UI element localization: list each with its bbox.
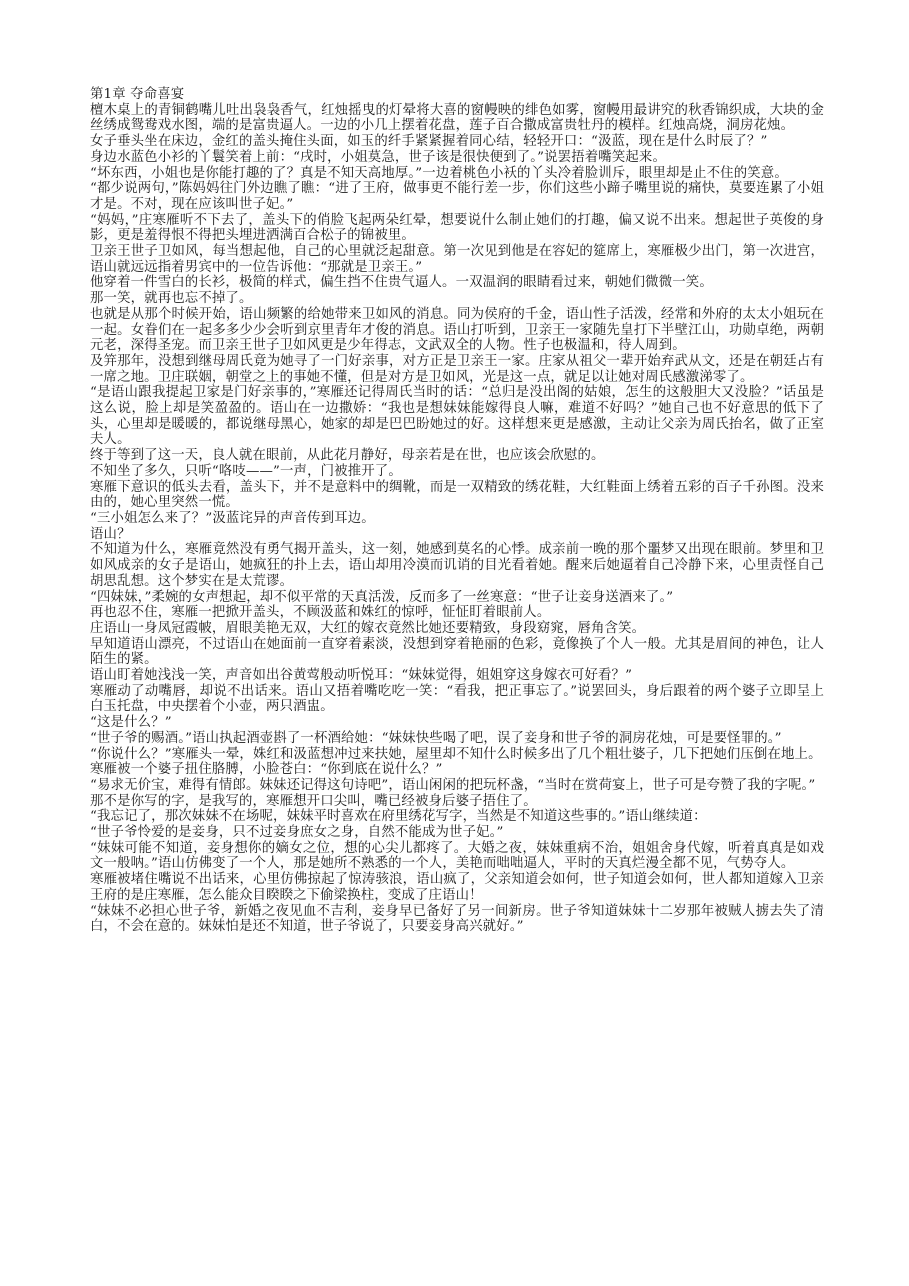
paragraph: “妈妈，”庄寒雁听不下去了，盖头下的俏脸飞起两朵红晕，想要说什么制止她们的打趣，偏又说不出来。想起世子英俊的身影，更是羞得恨不得把头埋进洒满百合松子的锦被里。	[90, 212, 824, 244]
paragraph: “妹妹可能不知道，妾身想你的嫡女之位，想的心尖儿都疼了。大婚之夜，妹妹重病不治，姐姐舍身代嫁，听着真真是如戏文一般呐。”语山仿佛变了一个人，那是她所不熟悉的一个人，美艳而咄咄逼人，平时的天真烂漫全都不见，气势夺人。	[90, 840, 824, 872]
paragraph: 及笄那年，没想到继母周氏竟为她寻了一门好亲事，对方正是卫亲王一家。庄家从祖父一辈开始弃武从文，还是在朝廷占有一席之地。卫庄联姻，朝堂之上的事她不懂，但是对方是卫如风，光是这一点，就足以让她对周氏感激涕零了。	[90, 353, 824, 385]
paragraph: 寒雁被一个婆子扭住胳膊，小脸苍白：“你到底在说什么？”	[90, 762, 443, 778]
paragraph: 不知道为什么，寒雁竟然没有勇气揭开盖头，这一刻，她感到莫名的心悸。成亲前一晚的那个噩梦又出现在眼前。梦里和卫如风成亲的女子是语山，她疯狂的扑上去，语山却用冷漠而讥诮的目光看着她。醒来后她逼着自己冷静下来，心里责怪自己胡思乱想。这个梦实在是太荒谬。	[90, 542, 824, 589]
paragraph: “这是什么？”	[90, 715, 172, 731]
paragraph: “易求无价宝，难得有情郎。妹妹还记得这句诗吧”，语山闲闲的把玩杯盏，“当时在赏荷宴上，世子可是夸赞了我的字呢。”	[90, 777, 816, 793]
paragraph: 也就是从那个时候开始，语山频繁的给她带来卫如风的消息。同为侯府的千金，语山性子活泼，经常和外府的太太小姐玩在一起。女眷们在一起多多少少会听到京里青年才俊的消息。语山打听到，卫亲王一家随先皇打下半壁江山，功勋卓绝，两朝元老，深得圣宠。而卫亲王世子卫如风更是少年得志，文武双全的人物。性子也极温和，待人周到。	[90, 306, 824, 354]
paragraph: “我忘记了，那次妹妹不在场呢，妹妹平时喜欢在府里绣花写字，当然是不知道这些事的。”语山继续道：	[90, 809, 707, 825]
paragraph: “是语山跟我提起卫家是门好亲事的，”寒雁还记得周氏当时的话：“总归是没出阁的姑娘，怎生的这般胆大又没脸？”话虽是这么说，脸上却是笑盈盈的。语山在一边撒娇：“我也是想妹妹能嫁得良人嘛，难道不好吗？”她自己也不好意思的低下了头，心里却是暖暖的，都说继母黑心，她家的却是巴巴盼她过的好。这样想来更是感激，主动让父亲为周氏抬名，做了正室夫人。	[90, 385, 824, 448]
paragraph: 再也忍不住，寒雁一把掀开盖头，不顾汲蓝和姝红的惊呼，怔怔盯着眼前人。	[90, 605, 551, 621]
paragraph: 寒雁动了动嘴唇，却说不出话来。语山又捂着嘴吃吃一笑：“看我，把正事忘了。”说罢回头，身后跟着的两个婆子立即呈上白玉托盘，中央摆着个小壶，两只酒盅。	[90, 683, 824, 715]
paragraph: “三小姐怎么来了？”汲蓝诧异的声音传到耳边。	[90, 510, 375, 526]
paragraph: “妹妹不必担心世子爷，新婚之夜见血不吉利，妾身早已备好了另一间新房。世子爷知道妹妹十二岁那年被贼人掳去失了清白，不会在意的。妹妹怕是还不知道，世子爷说了，只要妾身高兴就好。”	[90, 903, 824, 935]
paragraph: 他穿着一件雪白的长衫，极简的样式，偏生挡不住贵气逼人。一双温润的眼睛看过来，朝她们微微一笑。	[90, 275, 713, 291]
paragraph: 那一笑，就再也忘不掉了。	[90, 291, 253, 307]
paragraph: 身边水蓝色小衫的丫鬟笑着上前：“戌时，小姐莫急，世子该是很快便到了。”说罢捂着嘴笑起来。	[90, 149, 666, 165]
paragraph: 不知坐了多久，只听“咯吱——”一声，门被推开了。	[90, 463, 402, 479]
paragraph: 语山？	[90, 526, 131, 542]
chapter-body	[90, 103, 824, 935]
paragraph: 女子垂头坐在床边，金红的盖头掩住头面，如玉的纤手紧紧握着同心结，轻轻开口：“汲蓝，现在是什么时辰了？”	[90, 134, 768, 150]
paragraph: 终于等到了这一天，良人就在眼前，从此花月静好，母亲若是在世，也应该会欣慰的。	[90, 448, 605, 464]
paragraph: 那不是你写的字，是我写的，寒雁想开口尖叫，嘴已经被身后婆子捂住了。	[90, 793, 537, 809]
paragraph: “四妹妹，”柔婉的女声想起，却不似平常的天真活泼，反而多了一丝寒意：“世子让妾身送酒来了。”	[90, 589, 674, 605]
paragraph: 寒雁下意识的低头去看，盖头下，并不是意料中的绸靴，而是一双精致的绣花鞋，大红鞋面上绣着五彩的百子千孙图。没来由的，她心里突然一慌。	[90, 479, 824, 511]
chapter-title: 第1章 夺命喜宴	[90, 87, 185, 102]
paragraph: “你说什么？”寒雁头一晕，姝红和汲蓝想冲过来扶她，屋里却不知什么时候多出了几个粗壮婆子，几下把她们压倒在地上。	[90, 746, 822, 762]
paragraph: “坏东西，小姐也是你能打趣的了？真是不知天高地厚。”一边着桃色小袄的丫头冷着脸训斥，眼里却是止不住的笑意。	[90, 165, 788, 181]
paragraph: 早知道语山漂亮，不过语山在她面前一直穿着素淡，没想到穿着艳丽的色彩，竟像换了个人一般。尤其是眉间的神色，让人陌生的紧。	[90, 636, 824, 668]
paragraph: 语山盯着她浅浅一笑，声音如出谷黄莺般动听悦耳：“妹妹觉得，姐姐穿这身嫁衣可好看？”	[90, 668, 633, 684]
paragraph: 卫亲王世子卫如风，每当想起他，自己的心里就泛起甜意。第一次见到他是在容妃的筵席上，寒雁极少出门，第一次进宫，语山就远远指着男宾中的一位告诉他：“那就是卫亲王。”	[90, 244, 824, 275]
paragraph: 寒雁被堵住嘴说不出话来，心里仿佛掠起了惊涛骇浪，语山疯了，父亲知道会如何，世子知道会如何，世人都知道嫁入卫亲王府的是庄寒雁，怎么能众目睽睽之下偷梁换柱，变成了庄语山！	[90, 872, 824, 903]
paragraph: 檀木桌上的青铜鹤嘴儿吐出袅袅香气，红烛摇曳的灯晕将大喜的窗幔映的绯色如雾，窗幔用最讲究的秋香锦织成，大块的金丝绣成鸳鸯戏水图，端的是富贵逼人。一边的小几上摆着花盘，莲子百合撒成富贵牡丹的模样。红烛高烧，洞房花烛。	[90, 102, 824, 134]
paragraph: 庄语山一身凤冠霞帔，眉眼美艳无双，大红的嫁衣竟然比她还要精致，身段窈窕，唇角含笑。	[90, 620, 646, 636]
paragraph: “都少说两句，”陈妈妈往门外边瞧了瞧：“进了王府，做事更不能行差一步，你们这些小蹄子嘴里说的痛快，莫要连累了小姐才是。不对，现在应该叫世子妃。”	[90, 181, 824, 212]
paragraph: “世子爷怜爱的是妾身，只不过妾身庶女之身，自然不能成为世子妃。”	[90, 825, 504, 841]
paragraph: “世子爷的赐酒。”语山执起酒壶斟了一杯酒给她：“妹妹快些喝了吧，误了妾身和世子爷的洞房花烛，可是要怪罪的。”	[90, 730, 782, 746]
document-page	[90, 87, 824, 935]
